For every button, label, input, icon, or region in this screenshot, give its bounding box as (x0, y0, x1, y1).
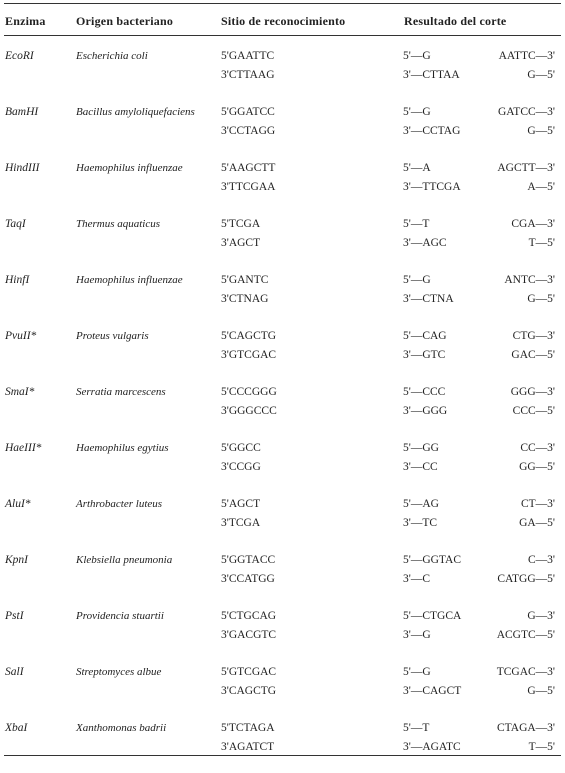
bacterial-origin: Haemophilus egytius (76, 442, 169, 454)
cut-top-right: CTAGA—3' (496, 722, 555, 734)
cut-bottom-right: ACGTC—5' (496, 629, 555, 641)
bacterial-origin: Escherichia coli (76, 50, 148, 62)
cut-bottom-left: 3'—CAGCT (403, 685, 462, 697)
cut-bottom-right: GA—5' (519, 517, 555, 529)
cut-bottom-right: T—5' (528, 741, 555, 753)
cut-bottom-left: 3'—G (403, 629, 431, 641)
enzyme-name: EcoRI (5, 50, 34, 62)
table-row (0, 437, 565, 493)
cut-bottom-left: 3'—CC (403, 461, 438, 473)
cut-bottom-left: 3'—TC (403, 517, 438, 529)
cut-top-right: CT—3' (520, 498, 555, 510)
table-body (0, 45, 565, 773)
bacterial-origin: Providencia stuartii (76, 610, 164, 622)
enzyme-name: BamHI (5, 106, 39, 118)
bacterial-origin: Xanthomonas badrii (76, 722, 167, 734)
bacterial-origin: Arthrobacter luteus (76, 498, 163, 510)
recognition-site-top: 5'TCGA (221, 218, 261, 230)
cut-bottom-left: 3'—AGC (403, 237, 447, 249)
enzyme-name: KpnI (5, 554, 28, 566)
recognition-site-bottom: 3'CAGCTG (221, 685, 277, 697)
recognition-site-top: 5'GGTACC (221, 554, 276, 566)
cut-top-right: CC—3' (520, 442, 555, 454)
recognition-site-bottom: 3'TCGA (221, 517, 261, 529)
recognition-site-bottom: 3'CCGG (221, 461, 261, 473)
table-row (0, 381, 565, 437)
bacterial-origin: Bacillus amyloliquefaciens (76, 106, 195, 118)
cut-bottom-right: G—5' (527, 125, 555, 137)
cut-bottom-left: 3'—GTC (403, 349, 446, 361)
recognition-site-bottom: 3'GGGCCC (221, 405, 277, 417)
recognition-site-top: 5'AGCT (221, 498, 261, 510)
cut-top-right: CGA—3' (511, 218, 555, 230)
cut-bottom-left: 3'—AGATC (403, 741, 461, 753)
table-row (0, 605, 565, 661)
cut-top-right: GGG—3' (510, 386, 555, 398)
recognition-site-bottom: 3'CTNAG (221, 293, 269, 305)
enzyme-name: HaeIII* (5, 442, 42, 454)
recognition-site-bottom: 3'CTTAAG (221, 69, 275, 81)
bacterial-origin: Thermus aquaticus (76, 218, 161, 230)
recognition-site-bottom: 3'TTCGAA (221, 181, 276, 193)
header-recognition-site: Sitio de reconocimiento (221, 14, 346, 28)
enzyme-name: XbaI (5, 722, 28, 734)
table-row (0, 717, 565, 773)
header-cut-result: Resultado del corte (404, 14, 507, 28)
table-row (0, 213, 565, 269)
cut-top-left: 5'—CCC (403, 386, 446, 398)
bacterial-origin: Streptomyces albue (76, 666, 162, 678)
table-row (0, 661, 565, 717)
cut-top-left: 5'—G (403, 50, 431, 62)
cut-bottom-right: CATGG—5' (497, 573, 555, 585)
cut-top-right: ANTC—3' (504, 274, 555, 286)
header-enzyme: Enzima (5, 14, 46, 28)
cut-bottom-left: 3'—C (403, 573, 430, 585)
enzyme-name: SmaI* (5, 386, 35, 398)
table-header (0, 14, 565, 30)
bacterial-origin: Serratia marcescens (76, 386, 166, 398)
cut-top-right: AATTC—3' (498, 50, 555, 62)
enzyme-name: PvuII* (5, 330, 37, 342)
enzyme-name: AluI* (5, 498, 31, 510)
table-row (0, 325, 565, 381)
enzyme-name: HinfI (5, 274, 30, 286)
cut-bottom-left: 3'—CTNA (403, 293, 454, 305)
bacterial-origin: Proteus vulgaris (76, 330, 149, 342)
cut-top-left: 5'—AG (403, 498, 439, 510)
cut-bottom-right: GAC—5' (511, 349, 555, 361)
table-row (0, 493, 565, 549)
cut-top-left: 5'—GGTAC (403, 554, 462, 566)
enzyme-name: TaqI (5, 218, 26, 230)
recognition-site-bottom: 3'GACGTC (221, 629, 277, 641)
recognition-site-bottom: 3'CCTAGG (221, 125, 276, 137)
table-bottom-rule (4, 755, 561, 756)
recognition-site-bottom: 3'AGCT (221, 237, 261, 249)
table-row (0, 269, 565, 325)
cut-bottom-right: G—5' (527, 293, 555, 305)
cut-bottom-right: A—5' (527, 181, 555, 193)
recognition-site-top: 5'GAATTC (221, 50, 275, 62)
header-origin: Origen bacteriano (76, 14, 174, 28)
cut-bottom-right: G—5' (527, 685, 555, 697)
cut-bottom-left: 3'—CCTAG (403, 125, 461, 137)
recognition-site-top: 5'GGCC (221, 442, 261, 454)
cut-top-left: 5'—G (403, 106, 431, 118)
cut-top-right: AGCTT—3' (497, 162, 555, 174)
recognition-site-bottom: 3'GTCGAC (221, 349, 277, 361)
bacterial-origin: Klebsiella pneumonia (76, 554, 173, 566)
cut-top-left: 5'—GG (403, 442, 439, 454)
bacterial-origin: Haemophilus influenzae (76, 274, 183, 286)
cut-top-right: G—3' (527, 610, 555, 622)
cut-top-left: 5'—T (403, 722, 430, 734)
table-header-rule (4, 35, 561, 36)
cut-top-right: CTG—3' (512, 330, 555, 342)
table-row (0, 101, 565, 157)
recognition-site-top: 5'GTCGAC (221, 666, 277, 678)
cut-bottom-left: 3'—TTCGA (403, 181, 461, 193)
recognition-site-top: 5'CCCGGG (221, 386, 277, 398)
enzyme-name: HindIII (5, 162, 40, 174)
table-top-rule (4, 3, 561, 4)
cut-top-left: 5'—CAG (403, 330, 447, 342)
cut-bottom-right: GG—5' (519, 461, 555, 473)
recognition-site-top: 5'GANTC (221, 274, 269, 286)
cut-top-left: 5'—CTGCA (403, 610, 462, 622)
cut-top-left: 5'—A (403, 162, 431, 174)
table-row (0, 45, 565, 101)
enzyme-name: PstI (5, 610, 24, 622)
cut-top-right: GATCC—3' (497, 106, 555, 118)
bacterial-origin: Haemophilus influenzae (76, 162, 183, 174)
enzyme-name: SalI (5, 666, 24, 678)
recognition-site-top: 5'AAGCTT (221, 162, 276, 174)
recognition-site-top: 5'CTGCAG (221, 610, 277, 622)
cut-bottom-left: 3'—CTTAA (403, 69, 460, 81)
recognition-site-top: 5'TCTAGA (221, 722, 275, 734)
cut-bottom-right: T—5' (528, 237, 555, 249)
cut-bottom-left: 3'—GGG (403, 405, 448, 417)
cut-top-left: 5'—G (403, 274, 431, 286)
recognition-site-bottom: 3'CCATGG (221, 573, 275, 585)
cut-top-right: TCGAC—3' (496, 666, 555, 678)
recognition-site-top: 5'GGATCC (221, 106, 275, 118)
cut-top-left: 5'—T (403, 218, 430, 230)
recognition-site-top: 5'CAGCTG (221, 330, 277, 342)
recognition-site-bottom: 3'AGATCT (221, 741, 275, 753)
cut-bottom-right: CCC—5' (512, 405, 555, 417)
table-row (0, 157, 565, 213)
cut-top-left: 5'—G (403, 666, 431, 678)
cut-bottom-right: G—5' (527, 69, 555, 81)
cut-top-right: C—3' (528, 554, 555, 566)
table-row (0, 549, 565, 605)
